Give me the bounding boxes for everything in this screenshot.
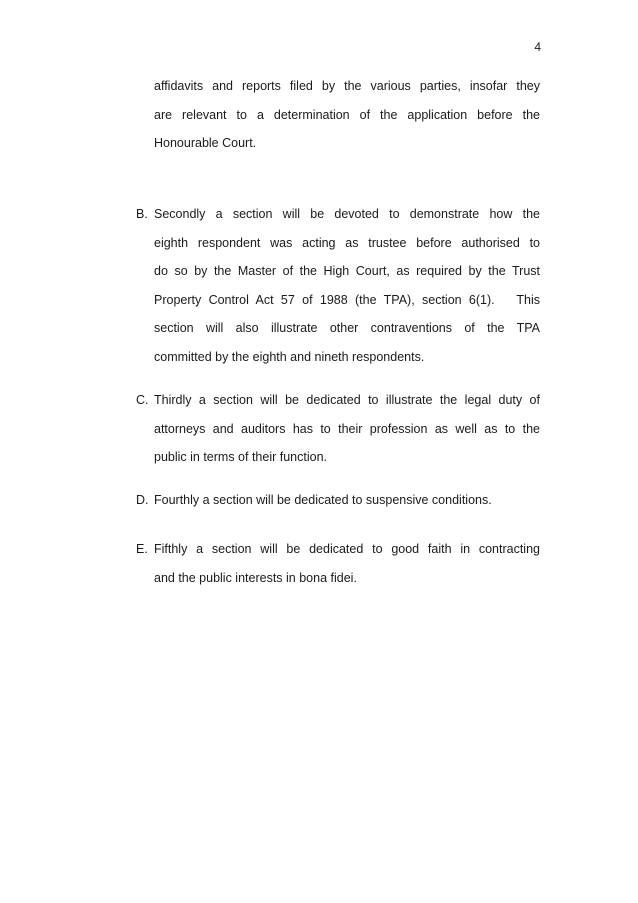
paragraph-line: are relevant to a determination of the application before the (154, 107, 540, 122)
list-item-d (136, 486, 540, 515)
continuation-paragraph (136, 72, 540, 158)
page-number: 4 (534, 40, 541, 54)
paragraph-line: Property Control Act 57 of 1988 (the TPA), section 6(1). This (154, 292, 540, 307)
paragraph-line: committed by the eighth and nineth respondents. (154, 349, 425, 364)
paragraph-line: Fourthly a section will be dedicated to suspensive conditions. (154, 493, 492, 507)
paragraph-line: and the public interests in bona fidei. (154, 570, 357, 585)
paragraph-line: attorneys and auditors has to their profession as well as to the (154, 421, 540, 436)
list-item-label: B. (136, 207, 148, 221)
paragraph-line: Thirdly a section will be dedicated to illustrate the legal duty of (154, 393, 540, 407)
list-item-e (136, 535, 540, 592)
list-item-b (136, 200, 540, 371)
paragraph-line: public in terms of their function. (154, 450, 327, 464)
paragraph-line: Secondly a section will be devoted to demonstrate how the (154, 207, 540, 221)
paragraph-line: eighth respondent was acting as trustee before authorised to (154, 235, 540, 250)
paragraph-line: do so by the Master of the High Court, as required by the Trust (154, 264, 540, 278)
paragraph-line: Fifthly a section will be dedicated to good faith in contracting (154, 542, 540, 556)
list-item-label: D. (136, 493, 149, 507)
paragraph-line: section will also illustrate other contraventions of the TPA (154, 321, 540, 335)
list-item-label: C. (136, 393, 149, 407)
list-item-c (136, 386, 540, 472)
paragraph-line: Honourable Court. (154, 136, 257, 150)
list-item-label: E. (136, 542, 148, 556)
paragraph-line: affidavits and reports filed by the various parties, insofar they (154, 79, 540, 93)
